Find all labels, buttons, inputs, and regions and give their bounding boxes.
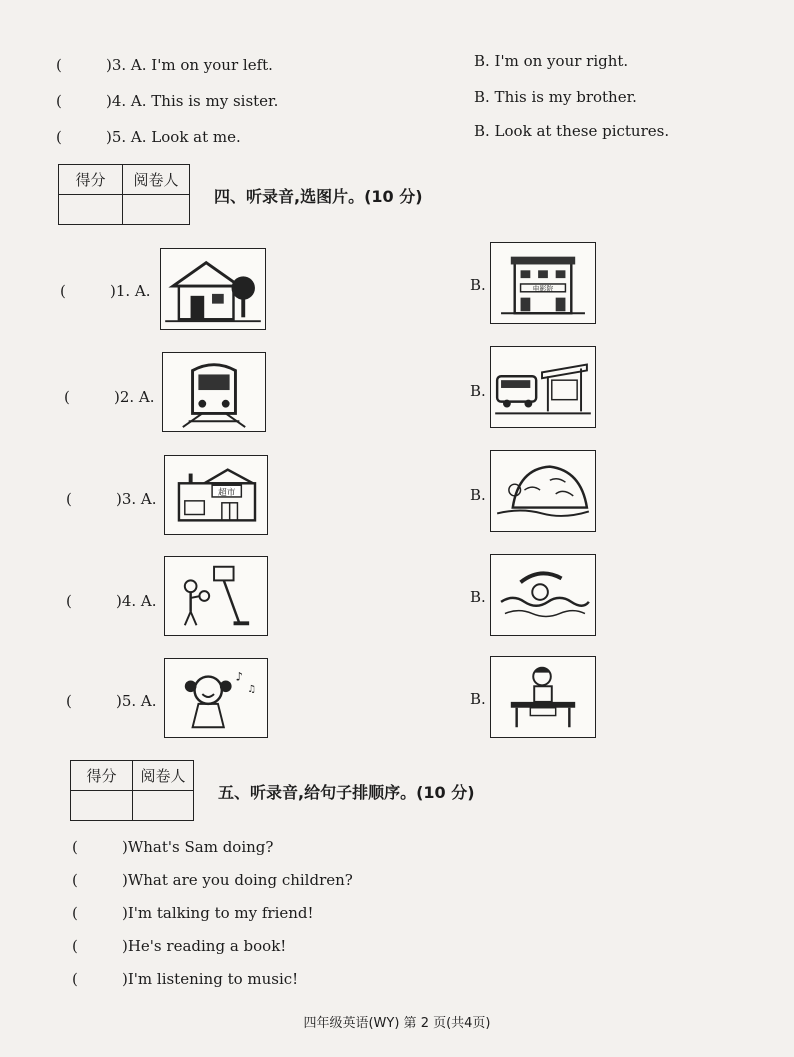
answer-paren[interactable]: ( [56,56,62,74]
answer-paren[interactable]: ( [72,970,78,988]
score-header: 得分 [59,165,123,195]
option-b-label: B. [470,276,486,294]
item-label: )2. A. [114,388,155,406]
score-cell[interactable] [59,195,123,225]
score-table [70,760,194,821]
s4-item-3 [66,490,157,508]
s4-item-1 [60,282,151,300]
answer-paren[interactable]: ( [72,871,78,889]
s3-option-a: )3. A. I'm on your left. [106,56,273,74]
answer-paren[interactable]: ( [72,838,78,856]
s3-option-b: B. This is my brother. [474,88,637,106]
s3-item-4 [56,92,278,110]
s3-option-b: B. Look at these pictures. [474,122,670,140]
grader-header: 阅卷人 [133,761,194,791]
page-footer: 四年级英语(WY) 第 2 页(共4页) [303,1016,491,1031]
answer-paren[interactable]: ( [66,592,72,610]
s3-item-3 [56,56,273,74]
item-label: )3. A. [116,490,157,508]
s5-sentence-4 [72,937,286,955]
svg-text:♪: ♪ [235,669,243,684]
sentence-text: )What are you doing children? [122,871,353,889]
grader-cell[interactable] [133,791,194,821]
option-b-label: B. [470,382,486,400]
hotel-building-icon[interactable] [490,242,596,324]
grader-cell[interactable] [123,195,190,225]
item-label: )4. A. [116,592,157,610]
answer-paren[interactable]: ( [56,92,62,110]
answer-paren[interactable]: ( [72,937,78,955]
s5-sentence-3 [72,904,314,922]
sentence-text: )He's reading a book! [122,937,287,955]
bus-stop-icon[interactable] [490,346,596,428]
basketball-boy-icon[interactable] [164,556,268,636]
train-icon[interactable] [162,352,266,432]
answer-paren[interactable]: ( [66,490,72,508]
s5-sentence-1 [72,838,273,856]
section4-title: 四、听录音,选图片。(10 分) [214,187,423,206]
swimming-icon[interactable] [490,554,596,636]
svg-text:♫: ♫ [247,684,256,696]
s4-item-5 [66,692,157,710]
s3-item-5 [56,128,241,146]
option-b-label: B. [470,690,486,708]
score-header: 得分 [71,761,133,791]
sentence-text: )I'm talking to my friend! [122,904,314,922]
section5-title: 五、听录音,给句子排顺序。(10 分) [218,783,475,802]
option-b-label: B. [470,588,486,606]
answer-paren[interactable]: ( [66,692,72,710]
score-cell[interactable] [71,791,133,821]
reading-girl-icon[interactable] [490,656,596,738]
sentence-text: )I'm listening to music! [122,970,299,988]
mountain-icon[interactable] [490,450,596,532]
supermarket-sign: 超市 [217,488,236,498]
s4-item-4 [66,592,157,610]
s3-option-b: B. I'm on your right. [474,52,629,70]
singing-girl-icon[interactable] [164,658,268,738]
hotel-sign: 电影院 [532,284,554,293]
house-icon[interactable] [160,248,266,330]
s4-item-2 [64,388,155,406]
answer-paren[interactable]: ( [60,282,66,300]
score-table [58,164,190,225]
grader-header: 阅卷人 [123,165,190,195]
s3-option-a: )4. A. This is my sister. [106,92,279,110]
option-b-label: B. [470,486,486,504]
answer-paren[interactable]: ( [64,388,70,406]
item-label: )1. A. [110,282,151,300]
s5-sentence-2 [72,871,353,889]
item-label: )5. A. [116,692,157,710]
answer-paren[interactable]: ( [56,128,62,146]
supermarket-icon[interactable] [164,455,268,535]
s3-option-a: )5. A. Look at me. [106,128,241,146]
s5-sentence-5 [72,970,298,988]
sentence-text: )What's Sam doing? [122,838,274,856]
answer-paren[interactable]: ( [72,904,78,922]
